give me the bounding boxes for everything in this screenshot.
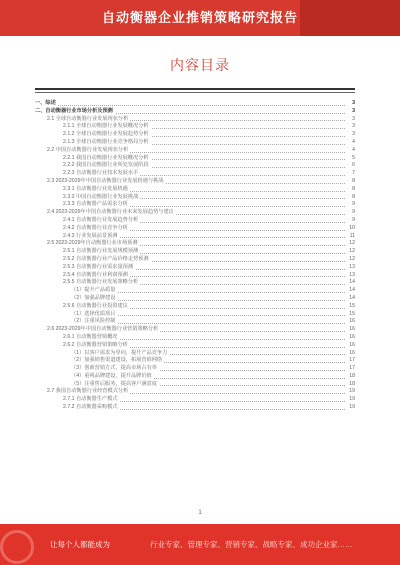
header-banner bbox=[0, 0, 400, 36]
toc-entry-title: 2.5.4 自动衡器行业利润预测 bbox=[63, 271, 128, 278]
toc-entry-title: 2.5.5 自动衡器行业发展策略分析 bbox=[63, 279, 139, 286]
toc-entry-page: 6 bbox=[345, 162, 355, 170]
toc-entry[interactable] bbox=[35, 318, 355, 326]
toc-entry-title: 2.2.1 我国自动衡器行业发展概况分析 bbox=[63, 154, 149, 161]
toc-entry-page: 16 bbox=[345, 342, 355, 350]
toc-entry[interactable] bbox=[35, 131, 355, 139]
toc-entry[interactable] bbox=[35, 287, 355, 295]
toc-entry[interactable] bbox=[35, 178, 355, 186]
toc-entry-page: 12 bbox=[345, 256, 355, 264]
toc-entry-page: 17 bbox=[345, 365, 355, 373]
toc-entry-title: 2.3.1 自动衡器行业发展机遇 bbox=[63, 185, 128, 192]
toc-entry-title: 2.5.1 自动衡器行业发展规模预测 bbox=[63, 248, 139, 255]
toc-entry-page: 19 bbox=[345, 388, 355, 396]
toc-entry[interactable] bbox=[35, 100, 355, 108]
toc-entry-title: 2.3.2 中国自动衡器行业发展挑战 bbox=[63, 193, 139, 200]
toc-entry[interactable] bbox=[35, 404, 355, 412]
toc-entry-title: 2.7 我国自动衡器行业经营模式分析 bbox=[47, 388, 129, 395]
toc-entry-title: 2.1.3 全球自动衡器行业竞争格局分析 bbox=[63, 138, 149, 145]
toc-entry-page: 17 bbox=[345, 357, 355, 365]
toc-entry[interactable] bbox=[35, 240, 355, 248]
toc-entry-page: 18 bbox=[345, 381, 355, 389]
toc-entry-page: 3 bbox=[345, 116, 355, 124]
toc-entry[interactable] bbox=[35, 326, 355, 334]
toc-entry-page: 9 bbox=[345, 201, 355, 209]
toc-entry-title: （1）选择优质项目 bbox=[71, 310, 116, 317]
toc-entry-page: 3 bbox=[345, 108, 355, 116]
toc-entry-page: 16 bbox=[345, 326, 355, 334]
toc-entry-title: 2.6.1 自动衡器营销概况 bbox=[63, 333, 118, 340]
toc-entry[interactable] bbox=[35, 139, 355, 147]
toc-entry-title: （1）提升产品质量 bbox=[71, 287, 116, 294]
toc-entry-page: 16 bbox=[345, 318, 355, 326]
toc-entry-title: 2.2.3 自动衡器行业技术发展水平 bbox=[63, 170, 139, 177]
toc-entry-page: 7 bbox=[345, 170, 355, 178]
toc-entry-page: 12 bbox=[345, 240, 355, 248]
toc-entry-page: 14 bbox=[345, 287, 355, 295]
toc-leader-dots bbox=[35, 105, 345, 106]
toc-entry-title: 2.5.6 自动衡器行业投资建议 bbox=[63, 302, 128, 309]
toc-entry-title: 2.4.2 自动衡器行业竞争分析 bbox=[63, 224, 128, 231]
toc-entry[interactable] bbox=[35, 279, 355, 287]
toc-entry-page: 14 bbox=[345, 295, 355, 303]
footer-slogan-left: 让每个人都能成为 bbox=[50, 540, 110, 549]
toc-entry-page: 8 bbox=[345, 178, 355, 186]
toc-entry-page: 19 bbox=[345, 404, 355, 412]
toc-entry-page: 8 bbox=[345, 186, 355, 194]
toc-entry[interactable] bbox=[35, 225, 355, 233]
toc-entry-title: 2.1.1 全球自动衡器行业发展概况分析 bbox=[63, 123, 149, 130]
toc-entry-page: 12 bbox=[345, 248, 355, 256]
toc-entry[interactable] bbox=[35, 162, 355, 170]
toc-entry-page: 5 bbox=[345, 155, 355, 163]
toc-entry-title: （2）注重风险控制 bbox=[71, 318, 116, 325]
toc-entry[interactable] bbox=[35, 217, 355, 225]
footer-banner bbox=[0, 524, 400, 565]
toc-entry-title: 2.7.1 自动衡器生产模式 bbox=[63, 396, 118, 403]
toc-entry-page: 15 bbox=[345, 311, 355, 319]
toc-entry[interactable] bbox=[35, 365, 355, 373]
toc-entry-title: 2.6.2 自动衡器营销策略分析 bbox=[63, 341, 128, 348]
toc-entry-title: 2.1 全球自动衡器行业发展现状分析 bbox=[47, 115, 129, 122]
toc-entry-page: 4 bbox=[345, 147, 355, 155]
toc-entry-title: 一、综述 bbox=[35, 100, 56, 106]
toc-entry-title: 2.4 2023-2029年中国自动衡器行业未来发展趋势与建议 bbox=[47, 209, 174, 216]
toc-entry[interactable] bbox=[35, 396, 355, 404]
toc-entry-page: 15 bbox=[345, 303, 355, 311]
toc-entry[interactable] bbox=[35, 186, 355, 194]
toc-entry-page: 16 bbox=[345, 350, 355, 358]
report-title: 自动衡器企业推销策略研究报告 bbox=[101, 10, 298, 25]
toc-entry-title: 2.5 2023-2029年自动衡器行业市场预测 bbox=[47, 240, 138, 247]
toc-entry-title: 2.7.2 自动衡器采购模式 bbox=[63, 404, 118, 411]
toc-entry-page: 16 bbox=[345, 334, 355, 342]
toc-entry-page: 13 bbox=[345, 264, 355, 272]
footer-decoration bbox=[0, 530, 34, 564]
toc-entry-title: （5）注重售后服务，提高客户满意度 bbox=[71, 380, 157, 387]
toc-entry-page: 10 bbox=[345, 225, 355, 233]
footer-slogan-right: 行业专家、管理专家、营销专家、战略专家、成功企业家…… bbox=[150, 540, 353, 549]
toc-entry-title: 2.5.2 自动衡器行业产品价格走势预测 bbox=[63, 255, 149, 262]
toc-entry[interactable] bbox=[35, 342, 355, 350]
toc-entry-page: 11 bbox=[345, 233, 355, 241]
toc-entry-page: 13 bbox=[345, 272, 355, 280]
toc-entry[interactable] bbox=[35, 373, 355, 381]
toc-entry[interactable] bbox=[35, 201, 355, 209]
toc-entry-title: 2.4.3 行业发展前景预测 bbox=[63, 232, 118, 239]
toc-entry-title: 2.3 2023-2029年中国自动衡器行业发展机遇与挑战 bbox=[47, 177, 164, 184]
toc-entry-title: 2.3.3 自动衡器产品需求分析 bbox=[63, 201, 128, 208]
toc-entry-title: （1）以客户需求为导向，提升产品竞争力 bbox=[71, 349, 168, 356]
toc-entry-title: 2.6 2023-2029年中国自动衡器行业营销策略分析 bbox=[47, 326, 159, 333]
toc-entry[interactable] bbox=[35, 170, 355, 178]
toc-entry-page: 9 bbox=[345, 209, 355, 217]
toc-entry-page: 8 bbox=[345, 194, 355, 202]
page-number: 1 bbox=[198, 510, 202, 516]
toc-entry[interactable] bbox=[35, 209, 355, 217]
toc-entry-page: 14 bbox=[345, 279, 355, 287]
table-of-contents bbox=[35, 100, 355, 412]
toc-entry-title: （2）加强品牌建设 bbox=[71, 294, 116, 301]
toc-entry-title: （2）加强销售渠道建设，拓展营销网络 bbox=[71, 357, 163, 364]
toc-entry-title: 2.1.2 全球自动衡器行业发展趋势分析 bbox=[63, 131, 149, 138]
toc-entry-page: 18 bbox=[345, 373, 355, 381]
toc-entry-page: 3 bbox=[345, 131, 355, 139]
toc-entry[interactable] bbox=[35, 334, 355, 342]
toc-entry[interactable] bbox=[35, 248, 355, 256]
toc-entry-title: （3）创新营销方式，提高市场占有率 bbox=[71, 365, 157, 372]
toc-rule-thick bbox=[35, 88, 355, 90]
toc-entry-page: 9 bbox=[345, 217, 355, 225]
toc-entry[interactable] bbox=[35, 108, 355, 116]
toc-entry-page: 3 bbox=[345, 100, 355, 108]
toc-entry[interactable] bbox=[35, 295, 355, 303]
toc-entry-title: 2.4.1 自动衡器行业发展趋势分析 bbox=[63, 216, 139, 223]
toc-entry[interactable] bbox=[35, 256, 355, 264]
toc-entry-title: 2.2.2 我国自动衡器行业所处发展阶段 bbox=[63, 162, 149, 169]
toc-entry-title: （4）重视品牌建设，提升品牌价值 bbox=[71, 372, 152, 379]
toc-entry-title: 二、自动衡器行业市场分析及预测 bbox=[35, 107, 113, 114]
toc-rule-thin bbox=[35, 92, 355, 93]
toc-entry-title: 2.5.3 自动衡器行业需求量预测 bbox=[63, 263, 134, 270]
toc-entry-title: 2.2 中国自动衡器行业发展现状分析 bbox=[47, 146, 129, 153]
toc-entry-page: 4 bbox=[345, 139, 355, 147]
toc-heading: 内容目录 bbox=[170, 57, 230, 73]
toc-entry-page: 3 bbox=[345, 123, 355, 131]
toc-entry[interactable] bbox=[35, 303, 355, 311]
toc-entry[interactable] bbox=[35, 147, 355, 155]
toc-entry-page: 19 bbox=[345, 396, 355, 404]
toc-entry[interactable] bbox=[35, 264, 355, 272]
toc-entry[interactable] bbox=[35, 357, 355, 365]
